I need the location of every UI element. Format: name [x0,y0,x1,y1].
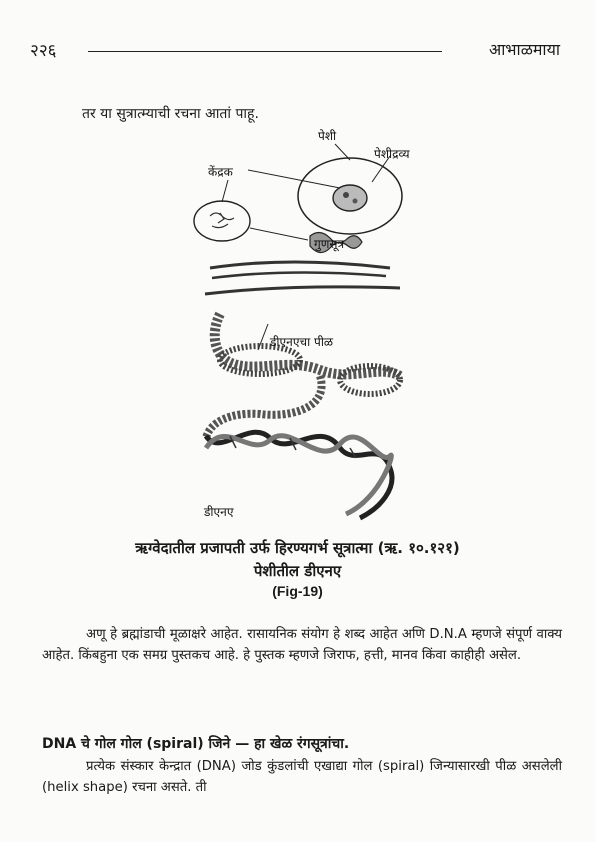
caption-line-2: पेशीतील डीएनए [253,562,342,580]
dna-diagram [150,118,450,528]
label-chromosome: गुणसूत्र [314,237,345,251]
label-cell: पेशी [318,129,337,143]
intro-text: तर या सुत्रात्म्याची रचना आतां पाहू. [82,106,259,122]
paragraph-2-text: प्रत्येक संस्कार केन्द्रात (DNA) जोड कुंडलांची एखाद्या गोल (spiral) जिन्यासारखी पीळ असलेली (helix shape) रचना असते. ती [42,759,562,795]
figure-number: (Fig-19) [272,583,323,599]
section-heading: DNA चे गोल गोल (spiral) जिने — हा खेळ रंगसूत्रांचा. [42,736,350,752]
label-dna-coil: डीएनएचा पीळ [270,335,334,349]
paragraph-1-text: अणू हे ब्रह्मांडाची मूळाक्षरे आहेत. रासायनिक संयोग हे शब्द आहेत अणि D.N.A म्हणजे संपूर्ण वाक्य आहेत. किंबहुना एक समग्र पुस्तकच आहे. हे पुस्तक म्हणजे जिराफ, हत्ती, मानव किंवा काहीही असेल. [42,627,562,663]
header-rule [88,51,442,52]
label-cytoplasm: पेशीद्रव्य [374,147,410,161]
double-helix [206,432,392,518]
running-title: आभाळमाया [488,40,560,59]
page-header [30,38,560,62]
label-nucleus: केंद्रक [208,165,233,179]
dna-figure [150,118,450,528]
caption-line-1: ऋग्वेदातील प्रजापती उर्फ हिरण्यगर्भ सूत्रात्मा (ऋ. १०.१२१) [135,539,460,557]
label-dna: डीएनए [204,505,234,519]
page-number: २२६ [30,41,57,61]
paragraph-2 [42,756,562,798]
chromatin-coil [206,314,400,438]
paragraph-1 [42,624,562,666]
cell-nucleus [333,185,367,211]
